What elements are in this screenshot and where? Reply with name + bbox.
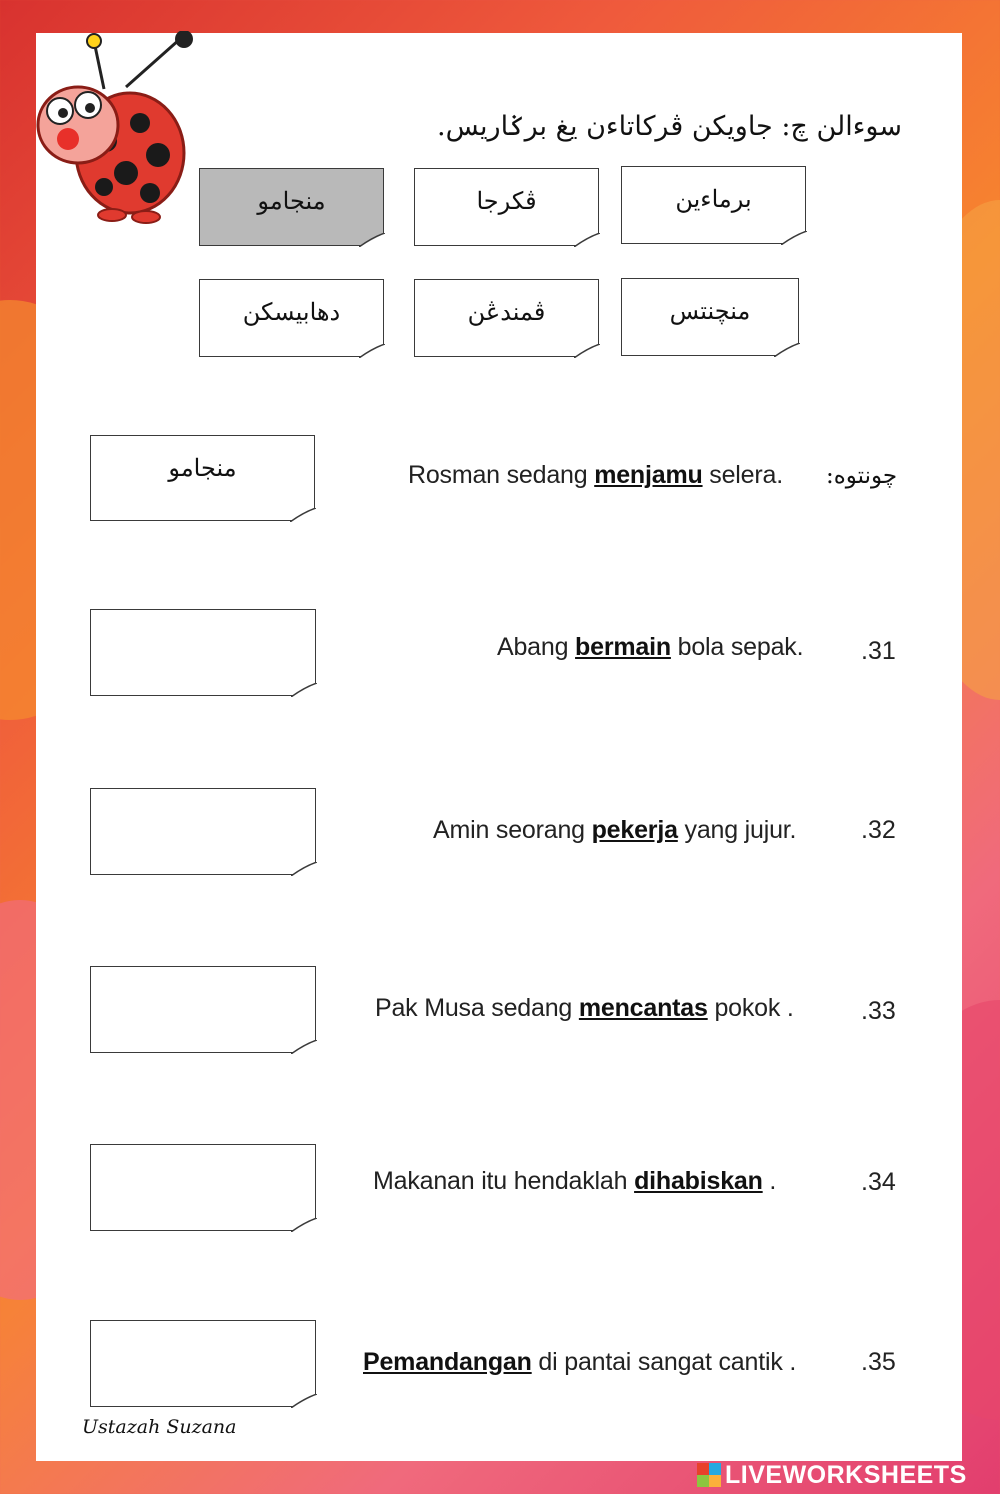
question-number: .34: [861, 1168, 896, 1196]
page-curl-icon: [774, 343, 800, 357]
question-number: .31: [861, 637, 896, 665]
page-curl-icon: [290, 508, 316, 522]
question-sentence: Amin seorang pekerja yang jujur.: [433, 816, 797, 844]
answer-input-box[interactable]: [90, 788, 316, 875]
ladybug-icon: [30, 31, 200, 231]
author-signature: Ustazah Suzana: [82, 1416, 237, 1438]
page-curl-icon: [359, 344, 385, 358]
example-answer-box: [90, 435, 315, 521]
word-bank-label: برماءين: [675, 185, 752, 213]
question-sentence: Makanan itu hendaklah dihabiskan .: [373, 1167, 777, 1195]
example-label: چونتوه:: [826, 463, 898, 489]
brand-text: LIVEWORKSHEETS: [725, 1460, 967, 1489]
question-number: .33: [861, 997, 896, 1025]
worksheet-page: [36, 33, 962, 1461]
page-curl-icon: [291, 1040, 317, 1054]
page-curl-icon: [291, 862, 317, 876]
word-bank-card[interactable]: [199, 279, 384, 357]
answer-input-box[interactable]: [90, 1320, 316, 1407]
answer-input-box[interactable]: [90, 609, 316, 696]
page-curl-icon: [359, 233, 385, 247]
page-curl-icon: [291, 1394, 317, 1408]
word-bank-card[interactable]: [414, 168, 599, 246]
question-sentence: Abang bermain bola sepak.: [497, 633, 804, 661]
word-bank-label: منچنتس: [669, 297, 751, 325]
word-bank-label: ڤکرجا: [476, 187, 537, 215]
example-sentence: Rosman sedang menjamu selera.: [408, 461, 783, 489]
instruction-text: سوءالن چ: جاويکن ڤرکاتاءن يغ برݢاريس.: [437, 111, 902, 142]
question-sentence: Pak Musa sedang mencantas pokok .: [375, 994, 794, 1022]
page-curl-icon: [574, 344, 600, 358]
word-bank-label: ڤمندڠن: [467, 298, 546, 326]
question-number: .32: [861, 816, 896, 844]
question-number: .35: [861, 1348, 896, 1376]
answer-input-box[interactable]: [90, 966, 316, 1053]
page-curl-icon: [291, 683, 317, 697]
word-bank-card[interactable]: [621, 278, 799, 356]
answer-input-box[interactable]: [90, 1144, 316, 1231]
page-curl-icon: [291, 1218, 317, 1232]
word-bank-card[interactable]: [621, 166, 806, 244]
word-bank-card[interactable]: [414, 279, 599, 357]
example-answer-text: منجامو: [168, 454, 237, 482]
word-bank-label: منجامو: [257, 187, 326, 215]
word-bank-label: دهابيسکن: [242, 298, 341, 326]
page-curl-icon: [574, 233, 600, 247]
page-curl-icon: [781, 231, 807, 245]
liveworksheets-brand[interactable]: [697, 1461, 967, 1489]
question-sentence: Pemandangan di pantai sangat cantik .: [363, 1348, 797, 1376]
word-bank-card[interactable]: [199, 168, 384, 246]
liveworksheets-logo-icon: [697, 1463, 721, 1487]
